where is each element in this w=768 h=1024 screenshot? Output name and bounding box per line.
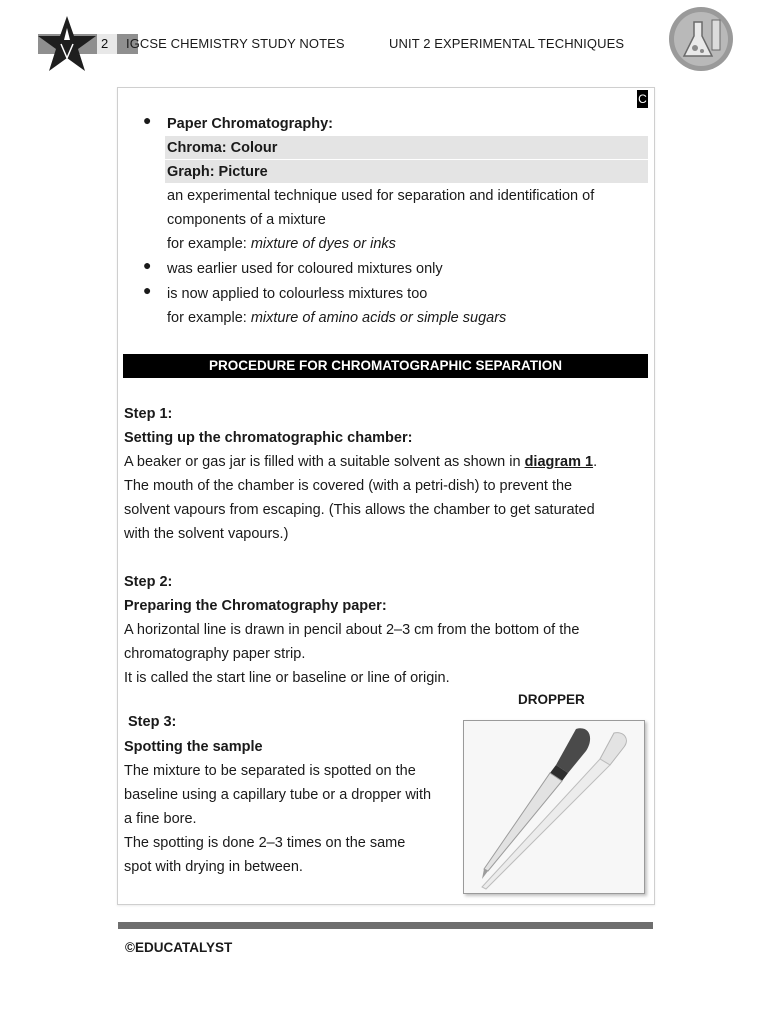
step2-line-1: A horizontal line is drawn in pencil about 2–3 cm from the bottom of the xyxy=(124,622,580,638)
step3-label: Step 3: xyxy=(128,714,177,730)
example-1-italic: mixture of dyes or inks xyxy=(250,236,396,252)
step1-line-4: with the solvent vapours.) xyxy=(124,526,289,542)
procedure-banner: PROCEDURE FOR CHROMATOGRAPHIC SEPARATION xyxy=(123,354,648,378)
example-2-italic: mixture of amino acids or simple sugars xyxy=(250,310,507,326)
header-title: IGCSE CHEMISTRY STUDY NOTES xyxy=(126,36,345,51)
example-1-prefix: for example: xyxy=(167,236,251,252)
step3-line-2: baseline using a capillary tube or a dropper with xyxy=(124,787,432,803)
page-number: 2 xyxy=(101,36,109,51)
star-logo-icon xyxy=(36,14,98,74)
step2-line-3: It is called the start line or baseline or line of origin. xyxy=(124,670,450,686)
step3-line-4: The spotting is done 2–3 times on the same xyxy=(124,835,406,851)
bullet-coloured: was earlier used for coloured mixtures only xyxy=(167,261,443,277)
dropper-image xyxy=(463,720,645,894)
corner-mark: C xyxy=(638,92,647,106)
footer-divider xyxy=(118,922,653,929)
step3-line-1: The mixture to be separated is spotted on the xyxy=(124,763,416,779)
step1-label: Step 1: xyxy=(124,406,173,422)
step1-line-1 xyxy=(124,450,597,474)
bullet-icon: ● xyxy=(143,257,152,273)
diagram-1-link[interactable]: diagram 1 xyxy=(524,454,594,470)
example-1 xyxy=(167,232,396,256)
example-2-prefix: for example: xyxy=(167,310,251,326)
dropper-caption: DROPPER xyxy=(518,692,585,707)
header-unit: UNIT 2 EXPERIMENTAL TECHNIQUES xyxy=(389,36,625,51)
step1-title: Setting up the chromatographic chamber: xyxy=(124,430,413,446)
step3-title: Spotting the sample xyxy=(124,739,263,755)
bullet-colourless: is now applied to colourless mixtures too xyxy=(167,286,428,302)
step1-line-1-prefix: A beaker or gas jar is filled with a suitable solvent as shown in xyxy=(124,454,525,470)
example-2 xyxy=(167,306,506,330)
step1-line-1-suffix: . xyxy=(593,454,598,470)
step2-line-2: chromatography paper strip. xyxy=(124,646,306,662)
step3-line-5: spot with drying in between. xyxy=(124,859,303,875)
chroma-definition: Chroma: Colour xyxy=(167,140,278,156)
footer-copyright: ©EDUCATALYST xyxy=(125,940,233,955)
bullet-icon: ● xyxy=(143,112,152,128)
chemistry-flask-logo-icon xyxy=(668,6,734,72)
definition-line-1: an experimental technique used for separation and identification of xyxy=(167,188,595,204)
intro-heading: Paper Chromatography: xyxy=(167,116,333,132)
bullet-icon: ● xyxy=(143,282,152,298)
step2-label: Step 2: xyxy=(124,574,173,590)
step1-line-2: The mouth of the chamber is covered (with a petri-dish) to prevent the xyxy=(124,478,573,494)
definition-line-2: components of a mixture xyxy=(167,212,326,228)
step2-title: Preparing the Chromatography paper: xyxy=(124,598,387,614)
graph-definition: Graph: Picture xyxy=(167,164,268,180)
step3-line-3: a fine bore. xyxy=(124,811,197,827)
step1-line-3: solvent vapours from escaping. (This allows the chamber to get saturated xyxy=(124,502,595,518)
